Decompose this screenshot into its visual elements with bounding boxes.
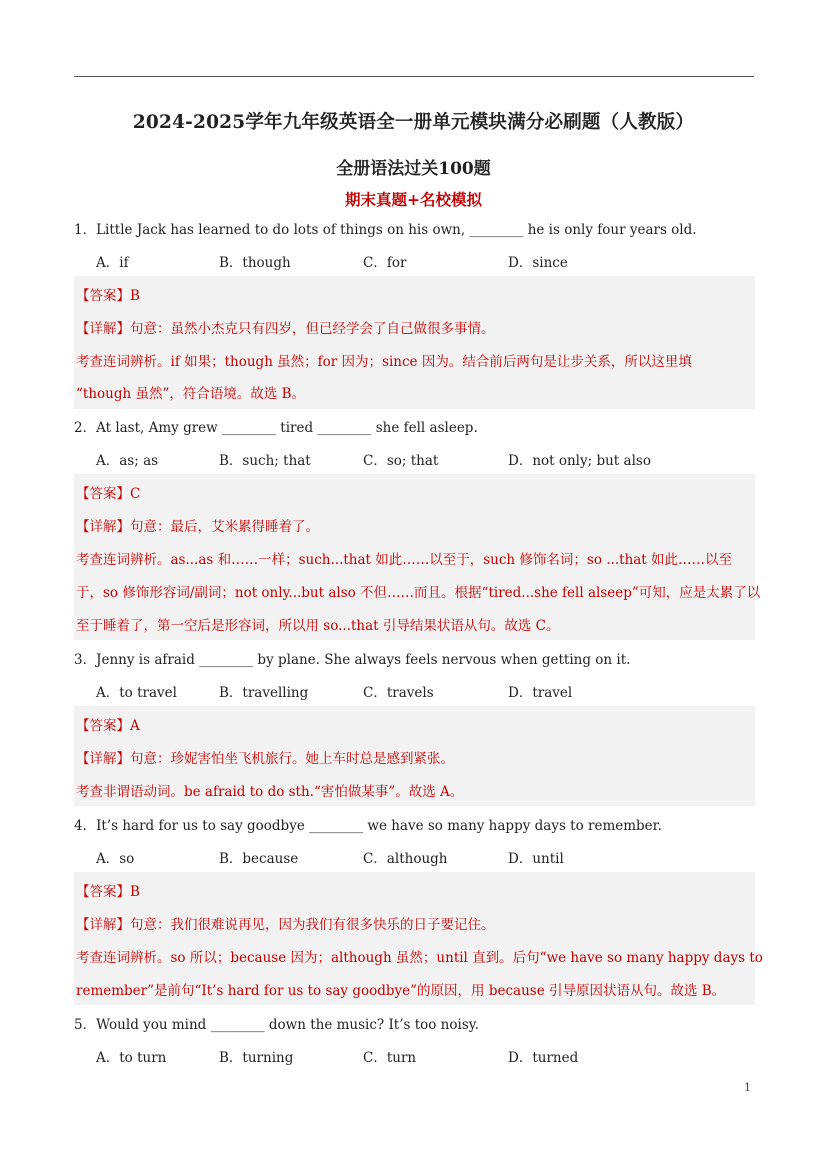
question-1-options [96,251,736,271]
option-d: D．until [508,851,564,867]
option-b: B．turning [219,1050,294,1066]
detail-line: 考查连词辨析。if 如果；though 虽然；for 因为；since 因为。结合前后两句是让步关系，所以这里填 [76,354,692,370]
answer-value: C [130,486,141,502]
section-heading: 期末真题+名校模拟 [345,190,482,209]
question-4-options [96,847,736,867]
detail-line: “though 虽然”，符合语境。故选 B。 [76,386,306,402]
option-a: A．so [96,851,135,867]
option-d: D．since [508,255,568,271]
option-a: A．to travel [96,685,177,701]
question-2-stem: 2．At last, Amy grew ________ tired ________ she fell asleep. [74,420,478,436]
option-b: B．though [219,255,291,271]
option-d: D．travel [508,685,573,701]
detail-line: 【详解】句意：珍妮害怕坐飞机旅行。她上车时总是感到紧张。 [76,751,454,767]
detail-line: 【详解】句意：最后，艾米累得睡着了。 [76,519,319,535]
detail-line: 考查连词辨析。as...as 和……一样；such...that 如此……以至于，such 修饰名词；so ...that 如此……以至 [76,552,733,568]
question-4-stem: 4．It’s hard for us to say goodbye ________ we have so many happy days to remember. [74,818,662,834]
question-5-stem: 5．Would you mind ________ down the music? It’s too noisy. [74,1017,479,1033]
answer-value: B [130,884,140,900]
option-b: B．because [219,851,299,867]
answer-line: 【答案】B [76,884,140,900]
answer-line: 【答案】A [76,718,140,734]
option-d: D．turned [508,1050,579,1066]
option-c: C．so; that [363,453,439,469]
page-number: 1 [744,1081,751,1094]
question-1-stem: 1．Little Jack has learned to do lots of things on his own, ________ he is only four years old. [74,222,697,238]
option-c: C．for [363,255,407,271]
option-d: D．not only; but also [508,453,651,469]
question-3-stem: 3．Jenny is afraid ________ by plane. She always feels nervous when getting on it. [74,652,631,668]
detail-line: 考查非谓语动词。be afraid to do sth.“害怕做某事”。故选 A。 [76,784,464,800]
detail-line: 【详解】句意：我们很难说再见，因为我们有很多快乐的日子要记住。 [76,917,495,933]
option-c: C．travels [363,685,434,701]
answer-value: A [130,718,140,734]
detail-line: 考查连词辨析。so 所以；because 因为；although 虽然；until 直到。后句“we have so many happy days to [76,950,763,966]
question-3-options [96,681,736,701]
answer-value: B [130,288,140,304]
question-1-explanation [74,276,755,409]
answer-line: 【答案】C [76,486,141,502]
question-4-explanation [74,872,763,1005]
document-subtitle: 全册语法过关100题 [336,159,491,179]
option-c: C．turn [363,1050,417,1066]
detail-line: 至于睡着了，第一空后是形容词，所以用 so...that 引导结果状语从句。故选 C。 [76,618,560,634]
option-c: C．although [363,851,448,867]
document-title: 2024-2025学年九年级英语全一册单元模块满分必刷题（人教版） [132,112,695,133]
answer-line: 【答案】B [76,288,140,304]
option-b: B．travelling [219,685,309,701]
header-rule [74,76,754,77]
option-a: A．if [96,255,129,271]
question-2-explanation [74,474,761,640]
option-a: A．as; as [96,453,159,469]
question-2-options [96,449,736,469]
question-5-options [96,1046,736,1066]
question-3-explanation [74,706,755,806]
detail-line: 【详解】句意：虽然小杰克只有四岁，但已经学会了自己做很多事情。 [76,321,495,337]
option-a: A．to turn [96,1050,167,1066]
detail-line: 于，so 修饰形容词/副词；not only...but also 不但……而且。根据“tired...she fell alseep”可知，应是太累了以 [76,585,761,601]
detail-line: remember”是前句“It’s hard for us to say goodbye”的原因，用 because 引导原因状语从句。故选 B。 [76,983,726,999]
option-b: B．such; that [219,453,311,469]
